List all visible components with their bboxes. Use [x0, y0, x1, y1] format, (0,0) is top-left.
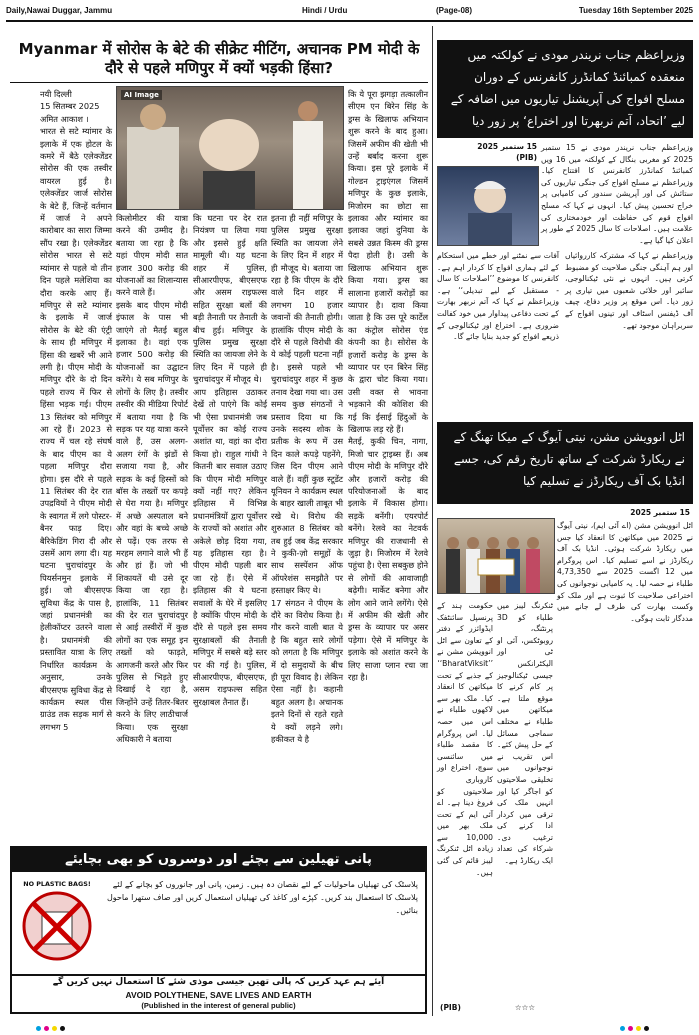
reg-dot — [44, 1026, 49, 1031]
urdu-photo-2 — [437, 518, 555, 594]
story-photo — [116, 86, 344, 210]
figure-center-body — [203, 171, 255, 209]
urdu-photo-1 — [437, 166, 539, 246]
reg-dot — [620, 1026, 625, 1031]
ad-rule — [12, 974, 425, 976]
registration-marks-left — [36, 1016, 68, 1021]
page-header — [6, 6, 693, 20]
hindi-col-3: कि घटना पर देर रात नियंत्रण पा लिया गया और इससे हुई क्षति मामूली थी। यह घटना शहर में पुलिस, सीआरपीएफ, बीएसएफ और असम राइफल्स सहित सुरक्षा बलों की बड़ी तैनाती पर तैनाती के बीच हुई। मणिपुर के पुलिस प्रमुख सुरक्षा स्थिति का जायजा लेने के लिए दिन में पहले ही चुराचांदपुर में मौजूद थे। आप इतिहास उठाकर देखें तो पाएंगे कि कोई भी ऐसा प्रधानमंत्री जब पूर्वोत्तर का कोई राज्य अशांत था, वहां का दौरा किया हो। राहुल गांधी ने कितनी बार सवाल उठाए कि पीएम मोदी मणिपुर क्यों नहीं गए? लेकिन इतिहास में विभिन्न प्रधानमंत्रियों द्वारा पूर्वोत्तर के राज्यों को अशांत और अकेले छोड़ दिया गया, यह इतिहास रहा है। पीएम मोदी पहली बार जा रहे हैं। ऐसे में इतिहास की ये घटना सवालों के घेरे में इसलिए है क्योंकि पीएम मोदी के दौरे से पहले इस समय सुरक्षाबलों की तैनाती मणिपुर में सबसे बड़े स्तर पर की गई है। पुलिस, सीआरपीएफ, बीएसएफ, असम राइफल्स सहित सुरक्षाबल तैनात हैं। — [193, 213, 267, 707]
ad-urdu-body: پلاسٹک کی تھیلیاں ماحولیات کے لئے نقصان دہ ہیں۔ زمین، پانی اور جانوروں کو بچانے کے لئے پلاسٹک کا استعمال بند کریں۔ کپڑے اور کاغذ کی تھیلیاں استعمال کریں اور صاف ستھرا ماحول بنائیں۔ — [106, 880, 418, 915]
photo-illustration — [117, 87, 343, 209]
reg-dot — [36, 1026, 41, 1031]
reg-dot — [60, 1026, 65, 1031]
reg-dot — [52, 1026, 57, 1031]
urdu-headline-2: اٹل انوویشن مشن، نیتی آیوگ کے میکا تھنگ کے نے ریکارڈ شرکت کے ساتھ تاریخ رقم کی، جسے انڈیا بک آف ریکارڈز نے تسلیم کیا — [437, 422, 693, 504]
no-plastic-badge — [20, 878, 94, 974]
section-divider — [432, 26, 433, 1016]
urdu-col-2a: حکومت ہند کے پرنسپل سائنٹفک ایڈوائزر کے دفتر کے تعاون سے اٹل انوویشن مشن نے ’’BharatViksit‘‘ کے جذبے کے تحت میکاتھن کا انعقاد کیا۔ ملک بھر سے لاکھوں طلباء نے اس میں حصہ لیا۔ اس پروگرام کا مقصد طلباء میں سائنسی سوچ، اختراع اور کاروباری صلاحیتوں کو فروغ دینا ہے۔ اے آئی ایم کے تحت ملک بھر میں 10,000 سے زیادہ اٹل ٹنکرنگ لیبز قائم کی گئی ہیں۔ — [434, 601, 493, 877]
reg-dot — [644, 1026, 649, 1031]
reg-dot — [636, 1026, 641, 1031]
urdu-source-2: (PIB) — [440, 1003, 461, 1012]
hindi-col-4: इतना ही नहीं मणिपुर के पुलिस प्रमुख सुरक्षा स्थिति का जायजा लेने के लिए दिन में शहर में ही मौजूद थे। बताया जा रहा है कि पीएम के दौरे वाले दिन शहर में लगभग 10 हजार जवानों की तैनाती होगी। हालांकि पीएम मोदी के दौरे से पहले विरोधी की ये कोई पहली घटना नहीं है। इससे पहले भी चुराचांदपुर शहर में कुछ तनाव देखा गया था। उस समय कुछ संगठनों ने प्रस्ताव दिया था कि उनके सदस्य शोक के प्रतीक के रूप में उस दिन काले कपड़े पहनेंगे, जिस दिन पीएम आने वाले हैं। वहीं कुछ स्टूडेंट यूनियन ने कार्यक्रम स्थल के बाहर खाली ताबूत भी रखे थे। विरोध की शुरुआत 8 सितंबर को तब हुई जब केंद्र सरकार ने कुकी-ज़ो समूहों के साथ सस्पेंशन ऑफ ऑपरेशंस समझौते पर हस्ताक्षर किए थे। 17 संगठन ने पीएम के दौरे का विरोध किया है। गौर करने वाली बात ये है कि बहुत सारे लोगों को लगता है कि मणिपुर में दो समुदायों के बीच ही पूरा विवाद है। लेकिन ऐसा नहीं है। कहानी बहुत अलग है। अचानक इतने दिनों से रहते रहते ये क्यों लड़ने लगे। हकीकत ये है — [271, 213, 343, 745]
badge-text: NO PLASTIC BAGS! — [23, 880, 91, 888]
figure-center-head — [199, 119, 259, 171]
story-end-mark: ☆☆☆ — [514, 1003, 536, 1012]
header-rule — [6, 20, 693, 22]
reg-dot — [628, 1026, 633, 1031]
hindi-col-1: नयी दिल्ली 15 सितम्बर 2025 अमित आकाश । भारत से सटे म्यांमार के इलाके में एक होटल के कमरे में बैठे एलेक्जेंडर सोरोस की एक तस्वीर वायरल हुई है। एलेक्जेंडर जार्ज सोरोस के बेटे हैं, जिन्हें वर्तमान में जार्ज ने अपने कारोबार का सारा जिम्मा सौंप रखा है। एलेक्जेंडर सोरोस भारत से सटे म्यांमार से पहले वो तीन दिन पहले मलेशिया का दौरा करके आए हैं। मणिपुर से सटे म्यांमार के इलाके में जार्ज सोरोस के बेटे की एंट्री के साथ ही मणिपुर में हिंसा की खबरें भी आने लगी है। पीएम मोदी के मणिपुर दौरे के दो दिन पहले राज्य में फिर से हिंसा भड़क गई। पीएम 13 सितंबर को मणिपुर आ रहे हैं। 2023 से राज्य में चल रहे संघर्ष के बाद पीएम का ये पहला मणिपुर दौरा होगा। इस दौरे से पहले 11 सितंबर की देर रात उपद्रवियों ने पीएम मोदी के स्वागत में लगे पोस्टर-बैनर फाड़ दिए। बैरिकेडिंग गिरा दी और उसमें आग लगा दी। यह घटना चुराचांदपुर के पियर्सनमुन इलाके में हुई। जो बीएसएफ सुविधा केंद्र के पास है, जहां प्रधानमंत्री का हेलीकॉप्टर उतरने वाला है। प्रधानमंत्री की प्रस्तावित यात्रा के लिए निर्धारित कार्यक्रम के अनुसार, उनके बीएसएफ सुविधा केंद्र से कार्यक्रम स्थल पीस ग्राउंड तक सड़क मार्ग से लगभग 5 — [40, 89, 112, 732]
urdu-col-1c: وزیراعظم نے کہا کہ مشترکہ کارروائیاں اور ہم آہنگی جنگی صلاحیت کو مضبوط کرتی ہیں۔ انہوں نے نئی ٹیکنالوجی، سائبر اور خلائی شعبوں میں تیاری پر زور دیا۔ اس موقع پر وزیر دفاع، چیف آف ڈیفنس اسٹاف اور تینوں افواج کے سربراہان موجود تھے۔ — [562, 251, 693, 330]
urdu-source-1: (PIB) — [516, 153, 537, 162]
urdu-dateline-2: 15 ستمبر 2025 — [630, 508, 690, 517]
hindi-headline: Myanmar में सोरोस के बेटे की सीक्रेट मीटिंग, अचानक PM मोदी के दौरे से पहले मणिपुर में क्यों भड़की हिंसा? — [18, 40, 420, 77]
figure-left — [127, 127, 179, 209]
ad-pledge: آیئے ہم عہد کریں کہ پالی تھین جیسی موذی شئے کا استعمال نہیں کریں گے — [52, 977, 385, 987]
urdu-col-1a: وزیراعظم جناب نریندر مودی نے 15 ستمبر 2025 کو مغربی بنگال کے کولکتہ میں 16 ویں کمبائنڈ کمانڈرز کانفرنس کا افتتاح کیا۔ وزیراعظم نے مسلح افواج کی جنگی تیاریوں کی ستائش کی اور آپریشن سندور کی کامیابی پر خراج تحسین پیش کیا۔ انہوں نے کہا کہ مسلح افواج قوم کی حفاظت اور خودمختاری کی علامت ہیں۔ اصلاحات کا سال 2025 کے طور پر اعلان کیا گیا ہے۔ — [538, 143, 693, 245]
figure-left-head — [140, 104, 166, 130]
language-label: Hindi / Urdu — [302, 6, 348, 15]
public-service-ad — [10, 846, 427, 1014]
urdu-dateline-1: 15 ستمبر 2025 — [477, 142, 537, 151]
no-plastic-icon — [20, 878, 94, 974]
figure-right — [293, 121, 323, 209]
headline-rule — [10, 82, 428, 83]
urdu-col-2b: ٹنکرنگ لیبز میں طلباء کو 3D پرنٹنگ، روبوٹکس، آئی او ٹی اور الیکٹرانکس جیسی ٹیکنالوجیز پر کام کرنے کا موقع ملتا ہے۔ میکاتھن میں طلباء نے مختلف سماجی مسائل کے حل پیش کئے۔ اس تقریب نے نوجوانوں میں تخلیقی صلاحیتوں کو اجاگر کیا اور انہیں ملک کی ترقی میں کردار ادا کرنے کی ترغیب دی۔ شرکاء کی تعداد ایک ریکارڈ ہے۔ — [494, 601, 553, 866]
ai-image-tag: AI Image — [121, 90, 162, 100]
ad-credit: (Published in the interest of general public) — [141, 1001, 296, 1010]
speaker-illustration — [438, 167, 538, 245]
page-number: (Page-08) — [436, 6, 473, 15]
hindi-col-2: किलोमीटर की यात्रा करने की उम्मीद है। बताया जा रहा है कि यहां पीएम मोदी सात हजार 300 करोड़ की योजनाओं का शिलान्यास करने वाले हैं। इसके बाद पीएम मोदी इंफाल के पास भी जाएंगे तो मैतई बहुल इलाका है। वहां एक हजार 500 करोड़ की योजनाओं का उद्घाटन करेंगे। ये सब मणिपुर के लोगों के लिए है। तस्वीर तस्वीर की मीडिया रिपोर्ट में बताया गया है कि सड़क पर यह यात्रा करने वाले हैं, उस अलग-अलग रंगों के झंडों से सजाया गया है, और सड़क के कई हिस्सों को बॉस के तख्तों पर कपड़े से घेरा गया है। मणिपुर में अच्छे अस्पताल बने और वहां के बच्चे अच्छे से पढ़ें। एक तरफ से मरहम लगाने वाले भी हैं और हां हैं। जो भी शिकायतें थी उसे दूर किया जा रहा है। हालांकि, 11 सितंबर की देर रात चुराचांदपुर से आई तस्वीरों में कुछ लोगों का एक समूह इन तख्तों को फाड़ते, आगजनी करते और फिर पुलिस से भिड़ते हुए दिखाई दे रहा है, जिन्होंने उन्हें तितर-बितर करने के लिए लाठीचार्ज किया। एक सुरक्षा अधिकारी ने बताया — [116, 213, 188, 745]
urdu-col-2c: اٹل انوویشن مشن (اے آئی ایم)، نیتی آیوگ نے 2025 میں میکاتھن کا انعقاد کیا جس میں ریکارڈ شرکت ہوئی۔ انڈیا بک آف ریکارڈز نے اسے تسلیم کیا۔ اس پروگرام میں 12 اگست 2025 سے 4,73,350 طلباء نے حصہ لیا۔ یہ کامیابی نوجوانوں کی اختراعی صلاحیت کا ثبوت ہے اور ملک کو وکست بھارت کی طرف لے جانے میں مددگار ثابت ہوگی۔ — [554, 521, 694, 623]
group-photo-illustration — [438, 519, 554, 593]
hindi-col-5: कि ये पूरा झगड़ा तत्कालीन सीएम एन बिरेन सिंह के ड्रग्स के खिलाफ अभियान शुरू करने के बाद हुआ। जिसमें अफीम की खेती भी उन्हें बर्बाद करना शुरू किया। इस पूरे इलाके में गोल्डन ट्राइएंगल जिसमें मणिपुर के कुछ इलाके, मिजोरम का छोटा सा इलाका और म्यांमार का इलाका जहां दुनिया के सबसे उन्नत किस्म की ड्रग्स पैदा होती है। उसी के खिलाफ अभियान शुरू किया गया। ड्रग्स का सालाना हजारों करोड़ों का व्यापार है। दावा किया जाता है कि उस पूरे कार्टेल का कंट्रोल सोरोस एंड कंपनी का है। सोरोस के हजारों करोड़ के ड्रग्स के व्यापार पर एन बिरेन सिंह के द्वारा चोट किया गया। उसी वक्त से भावना भड़काने की कोशिश की गई कि ईसाई हिंदुओं के खिलाफ लड़ रहे हैं। मैतई, कुकी चिन, नागा, मिजो चार ट्राइब्स हैं। अब पीएम मोदी के मणिपुर दौरे और हजारों करोड़ की परियोजनाओं के बाद इलाके में विकास होगा। सड़कें बनेंगी। एयरपोर्ट बनेंगे। रेलवे का नेटवर्क मणिपुर की राजधानी से जुड़ा है। मिजोरम में रेलवे पहुंचा है। ऐसा सबकुछ होने से लोगों की आवाजाही बढ़ेगी। मार्केट बनेगा और लोग आने जाने लगेंगे। ऐसे में अफीम की खेती और ड्रग्स के व्यापार पर असर पड़ेगा। ऐसे में मणिपुर के इलाके को अशांत करने के लिए साजा प्लान रचा जा रहा है। — [348, 89, 428, 683]
issue-date: Tuesday 16th September 2025 — [578, 6, 693, 15]
urdu-headline-1: وزیراعظم جناب نریندر مودی نے کولکتہ میں منعقدہ کمبائنڈ کمانڈرز کانفرنس کے دوران مسلح افواج کی آپریشنل تیاریوں میں اضافہ کے لیے ’اتحاد، آتم نربھرتا اور اختراع‘ پر زور دیا — [437, 40, 693, 138]
registration-marks-right — [620, 1016, 652, 1021]
masthead-name: Daily,Nawai Duggar, Jammu — [6, 6, 113, 15]
ad-top-band: پانی تھیلین سے بچئے اور دوسروں کو بھی بچایئے — [12, 848, 425, 872]
ad-slogan: AVOID POLYTHENE, SAVE LIVES AND EARTH — [125, 990, 312, 1000]
figure-right-head — [298, 101, 318, 121]
urdu-col-1b: آفات سے نمٹنے اور خطے میں استحکام کے لئے ہماری افواج کا کردار اہم ہے۔ کانفرنس کا موضوع ’’اصلاحات کا سال - مستقبل کے لیے تبدیلی‘‘ ہے۔ وزیراعظم نے کہا کہ آتم نربھر بھارت کے تحت دفاعی پیداوار میں خود کفالت ضروری ہے۔ اختراع اور ٹیکنالوجی کے ذریعے افواج کو جدید بنایا جائے گا۔ — [434, 251, 559, 342]
